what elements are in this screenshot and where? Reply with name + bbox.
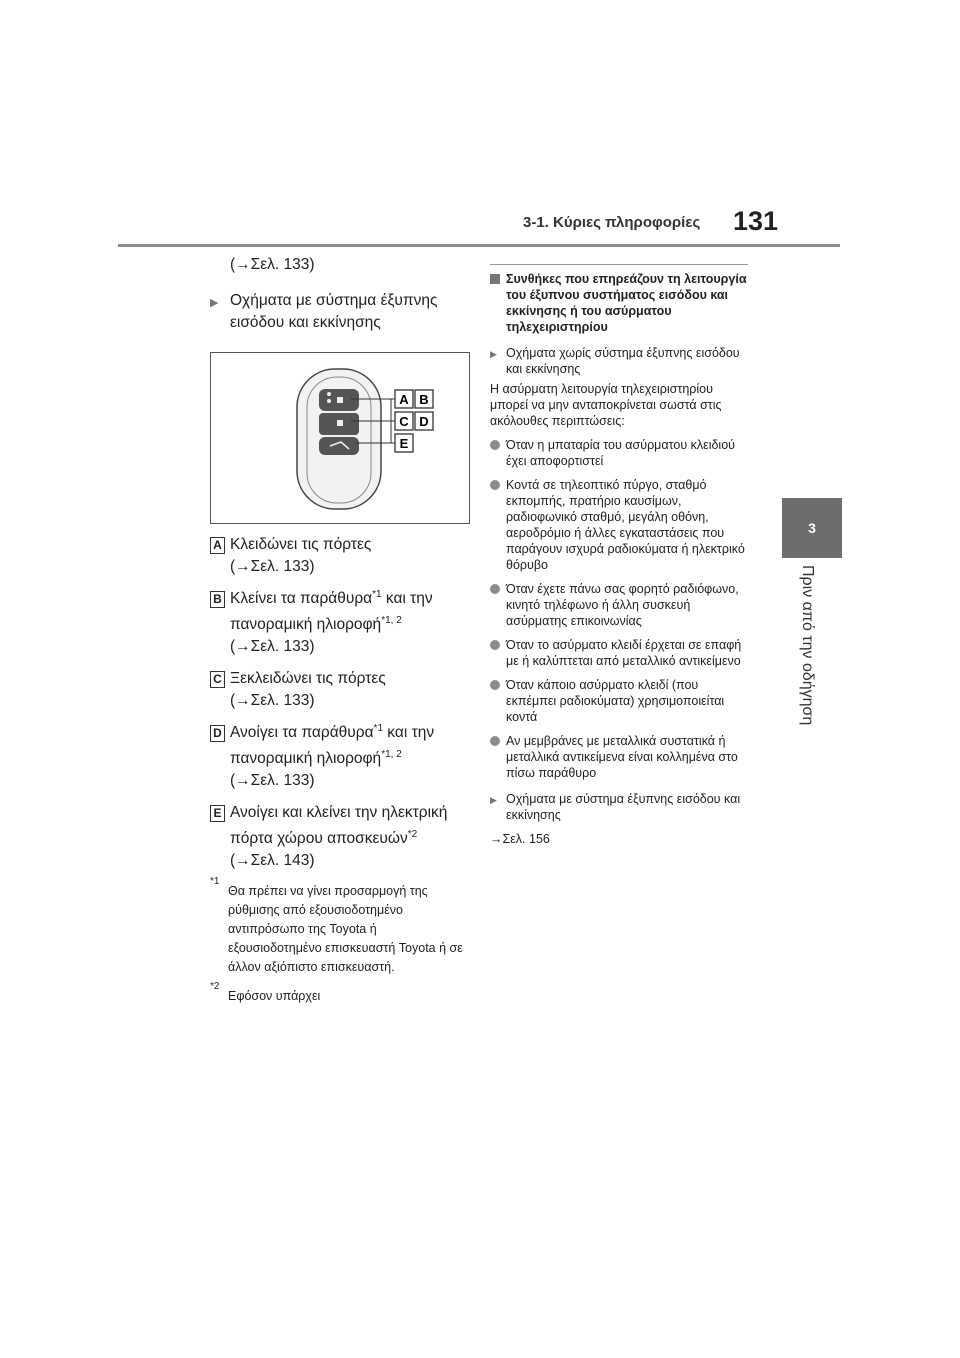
section-divider — [490, 264, 748, 265]
legend-ref: (→Σελ. 133) — [230, 558, 315, 575]
footnote-mark: *1 — [210, 876, 220, 887]
legend-text-line2: πανοραμική ηλιοροφή — [230, 616, 382, 633]
bullet-dot-icon — [490, 584, 500, 594]
footnote-text: Εφόσον υπάρχει — [228, 989, 321, 1003]
bullet-item — [490, 637, 748, 669]
badge-b: B — [210, 591, 225, 608]
bullet-dot-icon — [490, 680, 500, 690]
bullet-item — [490, 581, 748, 629]
bullet-item — [490, 733, 748, 781]
key-fob-figure — [210, 352, 470, 524]
bullet-text: Όταν έχετε πάνω σας φορητό ραδιόφωνο, κινητό τηλέφωνο ή άλλη συσκευή ασύρματης επικοινωνίας — [506, 582, 739, 628]
section-heading-text: Συνθήκες που επηρεάζουν τη λειτουργία του έξυπνου συστήματος εισόδου και εκκίνησης ή του ασύρματου τηλεχειριστηρίου — [506, 272, 747, 334]
figure-label-e: E — [399, 436, 409, 451]
legend-text-cont: και την — [383, 724, 435, 741]
legend-text-line2: πανοραμική ηλιοροφή — [230, 750, 382, 767]
legend-text: Ανοίγει τα παράθυρα — [230, 724, 374, 741]
subheading-text: Οχήματα χωρίς σύστημα έξυπνης εισόδου και εκκίνησης — [506, 346, 740, 376]
footnote-1 — [210, 876, 472, 977]
legend-text: Κλειδώνει τις πόρτες — [230, 536, 372, 553]
badge-a: A — [210, 537, 225, 554]
bullet-text: Όταν το ασύρματο κλειδί έρχεται σε επαφή με ή καλύπτεται από μεταλλικό αντικείμενο — [506, 638, 742, 668]
legend-text: Ανοίγει και κλείνει την ηλεκτρική — [230, 804, 448, 821]
key-fob-illustration — [211, 353, 469, 523]
legend-item-c — [210, 668, 472, 712]
chapter-number: 3 — [808, 520, 816, 536]
left-column — [210, 254, 472, 1006]
footnote-2 — [210, 981, 472, 1006]
bullet-dot-icon — [490, 440, 500, 450]
smart-entry-heading — [210, 290, 472, 334]
arrow-marker-icon: ▶ — [490, 795, 497, 805]
bullet-item — [490, 677, 748, 725]
arrow-marker-icon: ▶ — [210, 297, 219, 309]
footnote-mark: *2 — [407, 828, 418, 840]
legend-ref: (→Σελ. 143) — [230, 852, 315, 869]
top-reference: (→Σελ. 133) — [230, 256, 315, 273]
footnote-mark: *1, 2 — [381, 614, 402, 626]
bullet-dot-icon — [490, 640, 500, 650]
footnote-mark: *1 — [372, 588, 382, 600]
bullet-dot-icon — [490, 480, 500, 490]
bullet-dot-icon — [490, 736, 500, 746]
figure-label-d: D — [419, 414, 429, 429]
bullet-text: Αν μεμβράνες με μεταλλικά συστατικά ή μεταλλικά αντικείμενα είναι κολλημένα στο πίσω παράθυρο — [506, 734, 738, 780]
header-divider — [118, 244, 840, 247]
section-header-title: 3-1. Κύριες πληροφορίες — [523, 214, 701, 231]
legend-text-line2: πόρτα χώρου αποσκευών — [230, 830, 408, 847]
footnote-mark: *1 — [373, 722, 383, 734]
chapter-tab[interactable] — [782, 498, 842, 558]
legend-ref: (→Σελ. 133) — [230, 692, 315, 709]
subheading-smart-entry — [490, 791, 748, 823]
page-reference-link[interactable]: →Σελ. 156 — [490, 832, 550, 846]
page-number: 131 — [733, 206, 779, 236]
bullet-text: Όταν η μπαταρία του ασύρματου κλειδιού έχει αποφορτιστεί — [506, 438, 735, 468]
legend-text: Κλείνει τα παράθυρα — [230, 590, 373, 607]
legend-ref: (→Σελ. 133) — [230, 772, 315, 789]
figure-label-a: A — [399, 392, 409, 407]
badge-c: C — [210, 671, 225, 688]
bullet-item — [490, 477, 748, 573]
footnote-text: Θα πρέπει να γίνει προσαρμογή της ρύθμισης από εξουσιοδοτημένο αντιπρόσωπο της Toyota ή εξουσιοδοτημένο επισκευαστή Toyota ή σε άλλον αξιόπιστο επισκευαστή. — [228, 884, 463, 974]
bullet-text: Όταν κάποιο ασύρματο κλειδί (που εκπέμπει ραδιοκύματα) χρησιμοποιείται κοντά — [506, 678, 725, 724]
legend-item-d — [210, 722, 472, 792]
legend-item-a — [210, 534, 472, 578]
paragraph: Η ασύρματη λειτουργία τηλεχειριστηρίου μπορεί να μην ανταποκρίνεται σωστά στις ακόλουθες περιπτώσεις: — [490, 382, 722, 428]
section-heading — [490, 271, 748, 335]
subheading-text: Οχήματα με σύστημα έξυπνης εισόδου και εκκίνησης — [506, 792, 741, 822]
badge-d: D — [210, 725, 225, 742]
figure-label-c: C — [399, 414, 409, 429]
legend-ref: (→Σελ. 133) — [230, 638, 315, 655]
bullet-item — [490, 437, 748, 469]
legend-item-e — [210, 802, 472, 872]
subheading-no-smart-entry — [490, 345, 748, 377]
legend-item-b — [210, 588, 472, 658]
badge-e: E — [210, 805, 225, 822]
heading-text: Οχήματα με σύστημα έξυπνης εισόδου και εκκίνησης — [230, 292, 438, 331]
figure-label-b: B — [419, 392, 429, 407]
square-marker-icon — [490, 274, 500, 284]
bullet-text: Κοντά σε τηλεοπτικό πύργο, σταθμό εκπομπής, πρατήριο καυσίμων, ραδιοφωνικό σταθμό, μεγάλη οθόνη, αεροδρόμιο ή άλλες εγκαταστάσεις που παράγουν ισχυρά ραδιοκύματα ή ηλεκτρικό θόρυβο — [506, 478, 745, 572]
legend-text: Ξεκλειδώνει τις πόρτες — [230, 670, 386, 687]
right-column — [490, 264, 748, 847]
chapter-title: Πριν από την οδήγηση — [799, 565, 816, 726]
legend-text-cont: και την — [381, 590, 433, 607]
arrow-marker-icon: ▶ — [490, 349, 497, 359]
footnote-mark: *2 — [210, 981, 220, 992]
footnote-mark: *1, 2 — [381, 748, 402, 760]
